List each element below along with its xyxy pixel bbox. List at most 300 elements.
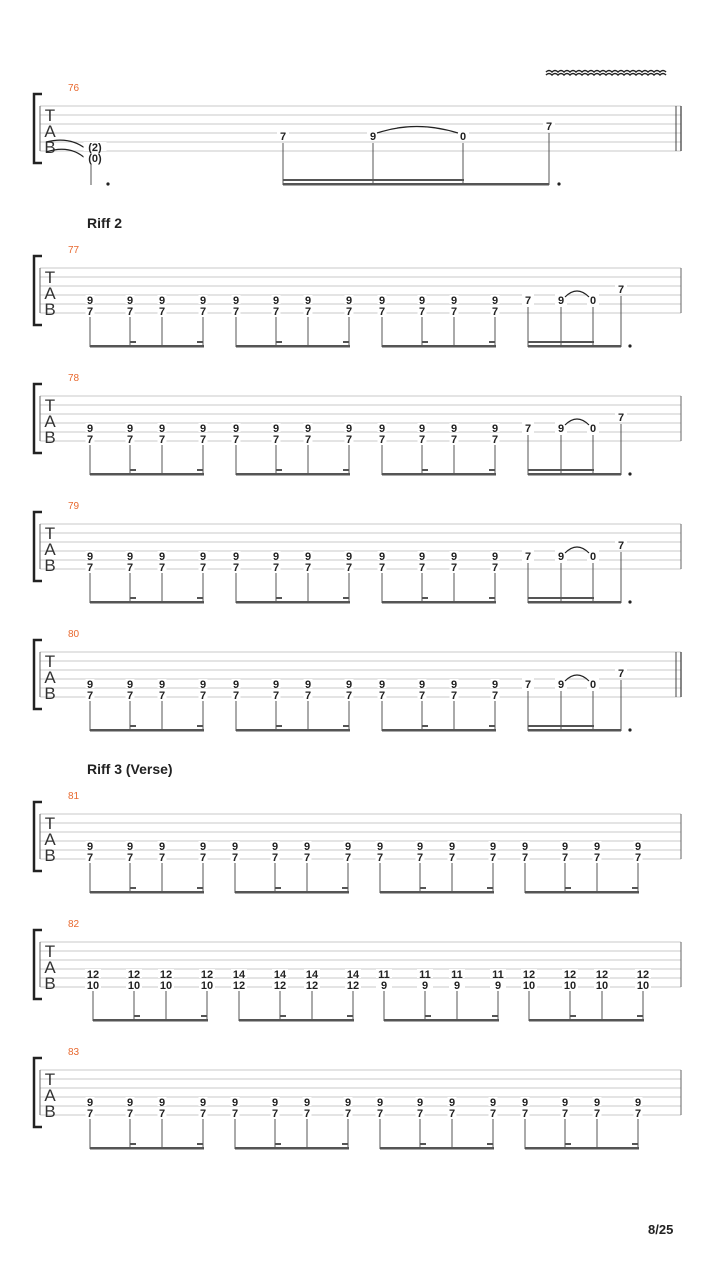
fret-number: 9 xyxy=(272,551,280,563)
beam-stub xyxy=(637,1015,643,1017)
fret-number: 0 xyxy=(589,423,597,435)
fret-number: 9 xyxy=(418,295,426,307)
fret-number: 7 xyxy=(158,434,166,446)
beam xyxy=(528,473,621,476)
fret-number: 9 xyxy=(86,423,94,435)
section-title: Riff 3 (Verse) xyxy=(87,761,173,777)
fret-number: 7 xyxy=(199,562,207,574)
beam xyxy=(283,183,549,186)
beam-stub xyxy=(422,725,428,727)
fret-number: 9 xyxy=(418,679,426,691)
fret-number: 9 xyxy=(345,295,353,307)
fret-number: 7 xyxy=(199,690,207,702)
fret-number: 9 xyxy=(271,1097,279,1109)
fret-number: 9 xyxy=(199,551,207,563)
beam xyxy=(525,1147,639,1150)
fret-number: 9 xyxy=(199,679,207,691)
fret-number: 9 xyxy=(376,1097,384,1109)
beam xyxy=(93,1019,208,1022)
fret-number: 9 xyxy=(450,679,458,691)
fret-number: 7 xyxy=(521,1108,529,1120)
fret-number: 9 xyxy=(491,423,499,435)
fret-number: 7 xyxy=(376,852,384,864)
fret-number: 7 xyxy=(634,1108,642,1120)
fret-number: 7 xyxy=(86,852,94,864)
fret-number: 9 xyxy=(199,423,207,435)
fret-number: 7 xyxy=(199,434,207,446)
beam-stub xyxy=(632,1143,638,1145)
fret-number: 9 xyxy=(344,841,352,853)
tab-clef-letter: A xyxy=(44,668,56,687)
fret-number: 7 xyxy=(158,852,166,864)
beam xyxy=(90,473,204,476)
fret-number: 11 xyxy=(492,969,504,981)
measure-number: 80 xyxy=(68,629,80,640)
beam-stub xyxy=(134,1015,140,1017)
beam-stub xyxy=(489,341,495,343)
fret-number: 7 xyxy=(378,562,386,574)
fret-number: 7 xyxy=(303,1108,311,1120)
fret-number: 12 xyxy=(563,969,577,981)
fret-number: 7 xyxy=(232,562,240,574)
section-title: Riff 2 xyxy=(87,215,122,231)
beam xyxy=(236,729,350,732)
fret-number: 9 xyxy=(489,841,497,853)
beam-stub xyxy=(201,1015,207,1017)
fret-number: 9 xyxy=(491,551,499,563)
system-bracket xyxy=(34,94,42,163)
fret-number: 9 xyxy=(304,551,312,563)
fret-number: 14 xyxy=(232,969,246,981)
fret-number: 9 xyxy=(304,423,312,435)
beam-stub xyxy=(565,1143,571,1145)
fret-number: 7 xyxy=(303,852,311,864)
fret-number: 9 xyxy=(158,679,166,691)
fret-number: 7 xyxy=(272,434,280,446)
system-bracket xyxy=(34,1058,42,1127)
fret-number: 9 xyxy=(557,295,565,307)
fret-number: 7 xyxy=(231,852,239,864)
fret-number: 9 xyxy=(494,980,502,992)
fret-number: 9 xyxy=(232,551,240,563)
fret-number: 9 xyxy=(232,295,240,307)
beam xyxy=(283,179,464,181)
beam xyxy=(235,891,349,894)
fret-number: 7 xyxy=(272,306,280,318)
beam xyxy=(90,891,204,894)
system-bracket xyxy=(34,384,42,453)
fret-number: 7 xyxy=(272,562,280,574)
fret-number: 9 xyxy=(158,295,166,307)
fret-number: 9 xyxy=(158,551,166,563)
beam-stub xyxy=(130,887,136,889)
fret-number: 7 xyxy=(304,434,312,446)
staff-system xyxy=(34,94,681,186)
beam-stub xyxy=(422,597,428,599)
beam xyxy=(90,729,204,732)
beam-stub xyxy=(342,1143,348,1145)
fret-number: 11 xyxy=(378,969,390,981)
beam-stub xyxy=(343,725,349,727)
staff-system xyxy=(34,640,681,732)
fret-number: 9 xyxy=(232,679,240,691)
fret-number: 9 xyxy=(489,1097,497,1109)
fret-number: 7 xyxy=(617,668,625,680)
beam-stub xyxy=(489,469,495,471)
measure-number: 82 xyxy=(68,919,80,930)
fret-number: 12 xyxy=(127,969,141,981)
fret-number: 9 xyxy=(86,295,94,307)
beam xyxy=(528,729,621,732)
beam-stub xyxy=(487,887,493,889)
tab-clef-letter: T xyxy=(44,396,56,415)
fret-number: 11 xyxy=(451,969,463,981)
fret-number: 7 xyxy=(524,295,532,307)
fret-number: 9 xyxy=(231,1097,239,1109)
dot xyxy=(628,472,631,475)
dot xyxy=(628,344,631,347)
tab-clef-letter: B xyxy=(44,684,56,703)
beam-stub xyxy=(489,597,495,599)
beam xyxy=(528,341,594,343)
fret-number: 7 xyxy=(86,562,94,574)
fret-number: 7 xyxy=(158,306,166,318)
fret-number: 9 xyxy=(158,423,166,435)
fret-number: 9 xyxy=(416,1097,424,1109)
staff-system xyxy=(34,802,681,894)
fret-number: 7 xyxy=(232,306,240,318)
fret-number: 9 xyxy=(491,295,499,307)
fret-number: 7 xyxy=(158,1108,166,1120)
fret-number: 7 xyxy=(450,306,458,318)
fret-number: 9 xyxy=(448,1097,456,1109)
beam xyxy=(90,345,204,348)
measure-number: 79 xyxy=(68,501,80,512)
fret-number: 9 xyxy=(418,423,426,435)
tab-clef-letter: B xyxy=(44,300,56,319)
slur-arc xyxy=(565,419,589,425)
fret-number: 7 xyxy=(304,562,312,574)
beam-stub xyxy=(343,597,349,599)
beam-stub xyxy=(565,887,571,889)
fret-number: 12 xyxy=(522,969,536,981)
fret-number: 9 xyxy=(450,551,458,563)
fret-number: 9 xyxy=(378,551,386,563)
fret-number: 7 xyxy=(345,306,353,318)
tab-clef-letter: T xyxy=(44,524,56,543)
beam xyxy=(525,891,639,894)
fret-number: 12 xyxy=(159,969,173,981)
beam-stub xyxy=(487,1143,493,1145)
beam-stub xyxy=(280,1015,286,1017)
system-bracket xyxy=(34,930,42,999)
beam-stub xyxy=(276,597,282,599)
tab-clef-letter: A xyxy=(44,958,56,977)
beam-stub xyxy=(197,1143,203,1145)
beam-stub xyxy=(130,469,136,471)
fret-number: 7 xyxy=(593,852,601,864)
fret-number: 0 xyxy=(589,551,597,563)
fret-number: 9 xyxy=(561,841,569,853)
fret-number: 7 xyxy=(491,690,499,702)
fret-number: 9 xyxy=(418,551,426,563)
beam-stub xyxy=(347,1015,353,1017)
tab-clef-letter: B xyxy=(44,1102,56,1121)
fret-number: 7 xyxy=(126,690,134,702)
fret-number: 7 xyxy=(450,434,458,446)
beam xyxy=(380,891,494,894)
tab-clef-letter: T xyxy=(44,942,56,961)
fret-number: 0 xyxy=(459,131,467,143)
tab-clef-letter: T xyxy=(44,814,56,833)
beam-stub xyxy=(197,887,203,889)
beam-stub xyxy=(197,725,203,727)
fret-number: 7 xyxy=(304,690,312,702)
fret-number: 7 xyxy=(232,690,240,702)
fret-number: 7 xyxy=(448,852,456,864)
fret-number: 9 xyxy=(561,1097,569,1109)
beam-stub xyxy=(343,341,349,343)
fret-number: 7 xyxy=(491,562,499,574)
tab-clef-letter: A xyxy=(44,284,56,303)
beam-stub xyxy=(570,1015,576,1017)
fret-number: 7 xyxy=(345,562,353,574)
system-bracket xyxy=(34,640,42,709)
tab-clef-letter: T xyxy=(44,106,56,125)
fret-number: 9 xyxy=(126,295,134,307)
fret-number: (2) xyxy=(88,142,102,154)
tab-clef-letter: A xyxy=(44,830,56,849)
fret-number: 9 xyxy=(303,841,311,853)
fret-number: 7 xyxy=(489,1108,497,1120)
tab-clef-letter: B xyxy=(44,138,56,157)
fret-number: 9 xyxy=(86,679,94,691)
beam xyxy=(380,1147,494,1150)
fret-number: 7 xyxy=(271,1108,279,1120)
fret-number: 9 xyxy=(378,423,386,435)
beam xyxy=(384,1019,499,1022)
fret-number: 9 xyxy=(199,1097,207,1109)
fret-number: 10 xyxy=(127,980,141,992)
beam-stub xyxy=(275,1143,281,1145)
fret-number: 7 xyxy=(617,412,625,424)
fret-number: 9 xyxy=(344,1097,352,1109)
beam-stub xyxy=(130,725,136,727)
tab-clef-letter: A xyxy=(44,122,56,141)
fret-number: 7 xyxy=(345,690,353,702)
tab-clef-letter: B xyxy=(44,846,56,865)
system-bracket xyxy=(34,512,42,581)
slur-arc xyxy=(565,291,589,297)
fret-number: 7 xyxy=(304,306,312,318)
beam xyxy=(528,725,594,727)
fret-number: 9 xyxy=(86,841,94,853)
fret-number: 7 xyxy=(418,562,426,574)
beam xyxy=(382,729,496,732)
fret-number: 9 xyxy=(304,679,312,691)
fret-number: 9 xyxy=(557,679,565,691)
fret-number: 9 xyxy=(126,423,134,435)
fret-number: 9 xyxy=(421,980,429,992)
fret-number: 9 xyxy=(453,980,461,992)
fret-number: 7 xyxy=(344,1108,352,1120)
fret-number: 9 xyxy=(199,295,207,307)
fret-number: 7 xyxy=(231,1108,239,1120)
beam xyxy=(236,345,350,348)
beam-stub xyxy=(422,341,428,343)
fret-number: 9 xyxy=(634,1097,642,1109)
fret-number: 7 xyxy=(491,306,499,318)
fret-number: 10 xyxy=(595,980,609,992)
beam-stub xyxy=(420,1143,426,1145)
beam-stub xyxy=(130,597,136,599)
fret-number: 12 xyxy=(86,969,100,981)
fret-number: 9 xyxy=(521,841,529,853)
fret-number: 7 xyxy=(418,434,426,446)
fret-number: 9 xyxy=(126,551,134,563)
fret-number: 14 xyxy=(305,969,319,981)
fret-number: 7 xyxy=(86,690,94,702)
fret-number: 7 xyxy=(561,1108,569,1120)
fret-number: 12 xyxy=(273,980,287,992)
fret-number: 9 xyxy=(345,551,353,563)
staff-system xyxy=(34,1058,681,1150)
fret-number: 7 xyxy=(448,1108,456,1120)
beam xyxy=(382,601,496,604)
beam-stub xyxy=(489,725,495,727)
beam-stub xyxy=(197,341,203,343)
fret-number: 9 xyxy=(378,679,386,691)
fret-number: 10 xyxy=(636,980,650,992)
fret-number: 9 xyxy=(232,423,240,435)
fret-number: 7 xyxy=(617,540,625,552)
fret-number: 9 xyxy=(126,1097,134,1109)
beam-stub xyxy=(130,341,136,343)
fret-number: 9 xyxy=(158,841,166,853)
staff-system xyxy=(34,256,681,348)
fret-number: 7 xyxy=(416,1108,424,1120)
tab-clef-letter: B xyxy=(44,556,56,575)
measure-number: 76 xyxy=(68,83,80,94)
tab-clef-letter: B xyxy=(44,974,56,993)
beam xyxy=(382,345,496,348)
fret-number: 9 xyxy=(416,841,424,853)
fret-number: 7 xyxy=(232,434,240,446)
fret-number: 9 xyxy=(380,980,388,992)
slur-arc xyxy=(565,675,589,681)
fret-number: 7 xyxy=(345,434,353,446)
fret-number: 7 xyxy=(418,690,426,702)
fret-number: 7 xyxy=(378,306,386,318)
fret-number: 12 xyxy=(305,980,319,992)
fret-number: 12 xyxy=(636,969,650,981)
beam-stub xyxy=(276,341,282,343)
tab-clef-letter: T xyxy=(44,268,56,287)
fret-number: 9 xyxy=(272,295,280,307)
fret-number: 9 xyxy=(448,841,456,853)
fret-number: 9 xyxy=(634,841,642,853)
fret-number: 9 xyxy=(557,551,565,563)
fret-number: 7 xyxy=(524,423,532,435)
fret-number: 7 xyxy=(416,852,424,864)
fret-number: 7 xyxy=(378,690,386,702)
fret-number: 7 xyxy=(199,1108,207,1120)
fret-number: 7 xyxy=(521,852,529,864)
fret-number: 9 xyxy=(593,1097,601,1109)
fret-number: 9 xyxy=(126,841,134,853)
fret-number: 7 xyxy=(279,131,287,143)
fret-number: 9 xyxy=(450,295,458,307)
fret-number: 14 xyxy=(273,969,287,981)
fret-number: 12 xyxy=(232,980,246,992)
page-number: 8/25 xyxy=(648,1222,674,1237)
fret-number: 10 xyxy=(200,980,214,992)
beam-stub xyxy=(197,597,203,599)
fret-number: 0 xyxy=(589,295,597,307)
fret-number: 7 xyxy=(126,434,134,446)
tab-clef-letter: A xyxy=(44,412,56,431)
beam xyxy=(528,469,594,471)
beam xyxy=(236,601,350,604)
beam-stub xyxy=(425,1015,431,1017)
fret-number: 7 xyxy=(199,306,207,318)
fret-number: 9 xyxy=(86,551,94,563)
fret-number: 9 xyxy=(557,423,565,435)
fret-number: 9 xyxy=(304,295,312,307)
tab-clef-letter: B xyxy=(44,428,56,447)
fret-number: 12 xyxy=(595,969,609,981)
vibrato-mark xyxy=(546,71,666,76)
fret-number: 9 xyxy=(303,1097,311,1109)
beam-stub xyxy=(276,469,282,471)
fret-number: 10 xyxy=(522,980,536,992)
fret-number: 7 xyxy=(271,852,279,864)
fret-number: 7 xyxy=(545,121,553,133)
fret-number: 12 xyxy=(200,969,214,981)
fret-number: 7 xyxy=(86,306,94,318)
fret-number: 7 xyxy=(450,690,458,702)
beam-stub xyxy=(197,469,203,471)
tab-clef-letter: A xyxy=(44,1086,56,1105)
fret-number: 12 xyxy=(346,980,360,992)
beam-stub xyxy=(420,887,426,889)
fret-number: 7 xyxy=(158,690,166,702)
fret-number: 7 xyxy=(126,306,134,318)
beam-stub xyxy=(632,887,638,889)
fret-number: 7 xyxy=(126,1108,134,1120)
beam-stub xyxy=(343,469,349,471)
fret-number: 9 xyxy=(86,1097,94,1109)
fret-number: 7 xyxy=(561,852,569,864)
beam xyxy=(239,1019,354,1022)
fret-number: 7 xyxy=(524,551,532,563)
beam xyxy=(236,473,350,476)
fret-number: 7 xyxy=(126,562,134,574)
dot xyxy=(557,182,560,185)
system-bracket xyxy=(34,256,42,325)
fret-number: 9 xyxy=(231,841,239,853)
dot xyxy=(106,182,109,185)
beam-stub xyxy=(276,725,282,727)
system-bracket xyxy=(34,802,42,871)
fret-number: 7 xyxy=(272,690,280,702)
fret-number: (0) xyxy=(88,153,102,165)
fret-number: 9 xyxy=(345,423,353,435)
measure-number: 78 xyxy=(68,373,80,384)
fret-number: 9 xyxy=(369,131,377,143)
fret-number: 9 xyxy=(593,841,601,853)
beam xyxy=(528,601,621,604)
